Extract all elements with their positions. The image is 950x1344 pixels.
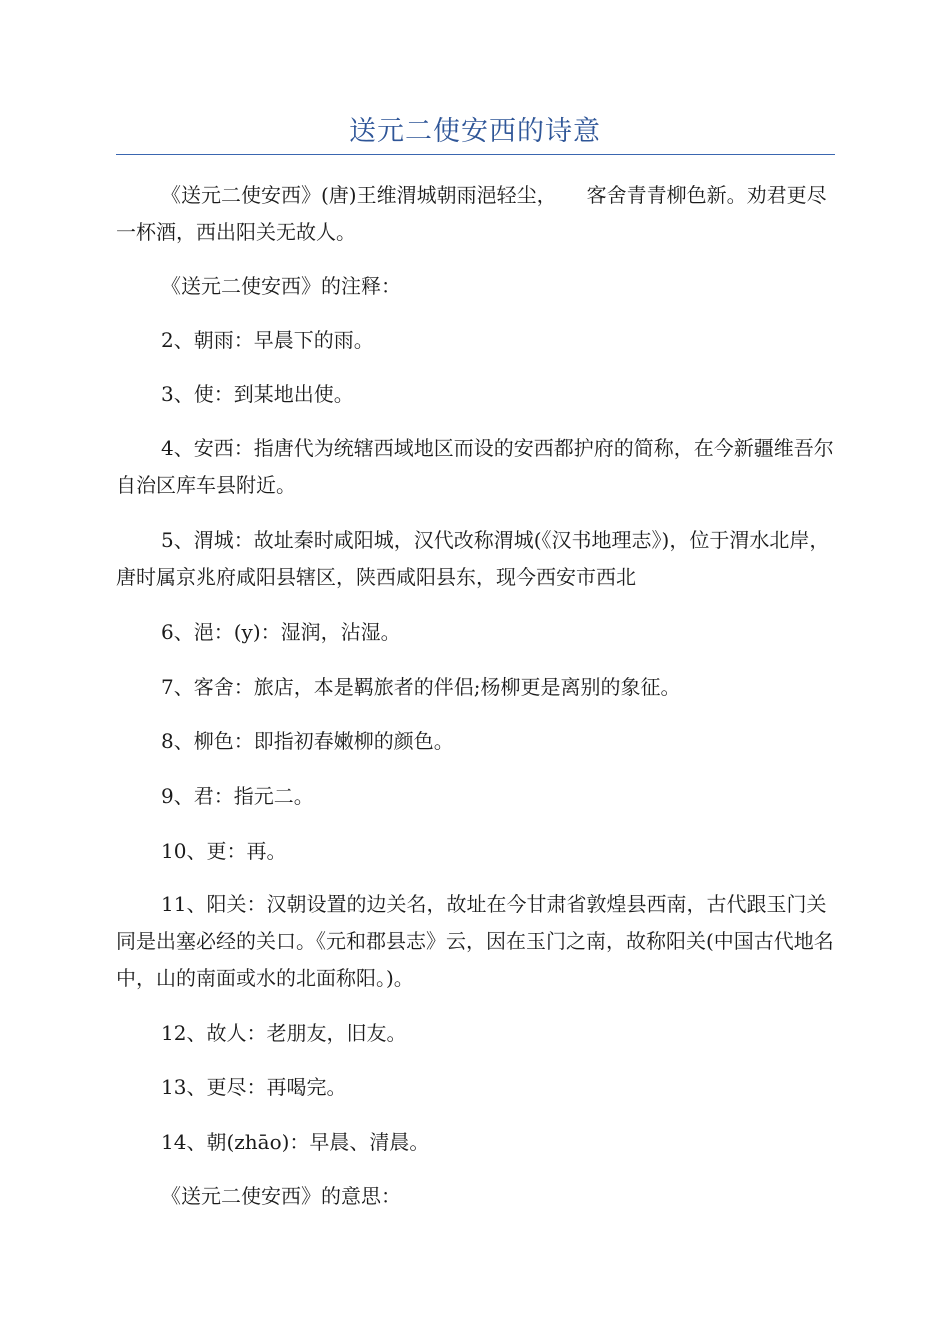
poem-paragraph: 《送元二使安西》(唐)王维渭城朝雨浥轻尘， 客舍青青柳色新。劝君更尽一杯酒，西出阳关无故人。	[116, 183, 827, 244]
note-item: 4、安西：指唐代为统辖西域地区而设的安西都护府的简称，在今新疆维吾尔自治区库车县附近。	[116, 436, 834, 497]
note-item: 10、更：再。	[161, 839, 287, 863]
note-item: 7、客舍：旅店，本是羁旅者的伴侣;杨柳更是离别的象征。	[161, 675, 681, 699]
note-item: 9、君：指元二。	[161, 784, 314, 808]
title-underline	[116, 154, 835, 155]
note-item: 8、柳色：即指初春嫩柳的颜色。	[161, 729, 454, 753]
note-item: 6、浥：(y)：湿润，沾湿。	[161, 620, 401, 644]
note-item: 13、更尽：再喝完。	[161, 1075, 347, 1099]
note-item: 2、朝雨：早晨下的雨。	[161, 328, 374, 352]
meaning-heading: 《送元二使安西》的意思：	[161, 1184, 401, 1208]
note-item: 3、使：到某地出使。	[161, 382, 354, 406]
note-item: 11、阳关：汉朝设置的边关名，故址在今甘肃省敦煌县西南，古代跟玉门关同是出塞必经的关口。《元和郡县志》云，因在玉门之南，故称阳关(中国古代地名中，山的南面或水的北面称阳。)。	[116, 892, 834, 990]
note-item: 14、朝(zhāo)：早晨、清晨。	[161, 1130, 430, 1154]
page-title: 送元二使安西的诗意	[349, 116, 601, 147]
notes-heading: 《送元二使安西》的注释：	[161, 274, 401, 298]
note-item: 5、渭城：故址秦时咸阳城，汉代改称渭城(《汉书地理志》)，位于渭水北岸，唐时属京兆府咸阳县辖区，陕西咸阳县东，现今西安市西北	[116, 528, 830, 589]
note-item: 12、故人：老朋友，旧友。	[161, 1021, 407, 1045]
